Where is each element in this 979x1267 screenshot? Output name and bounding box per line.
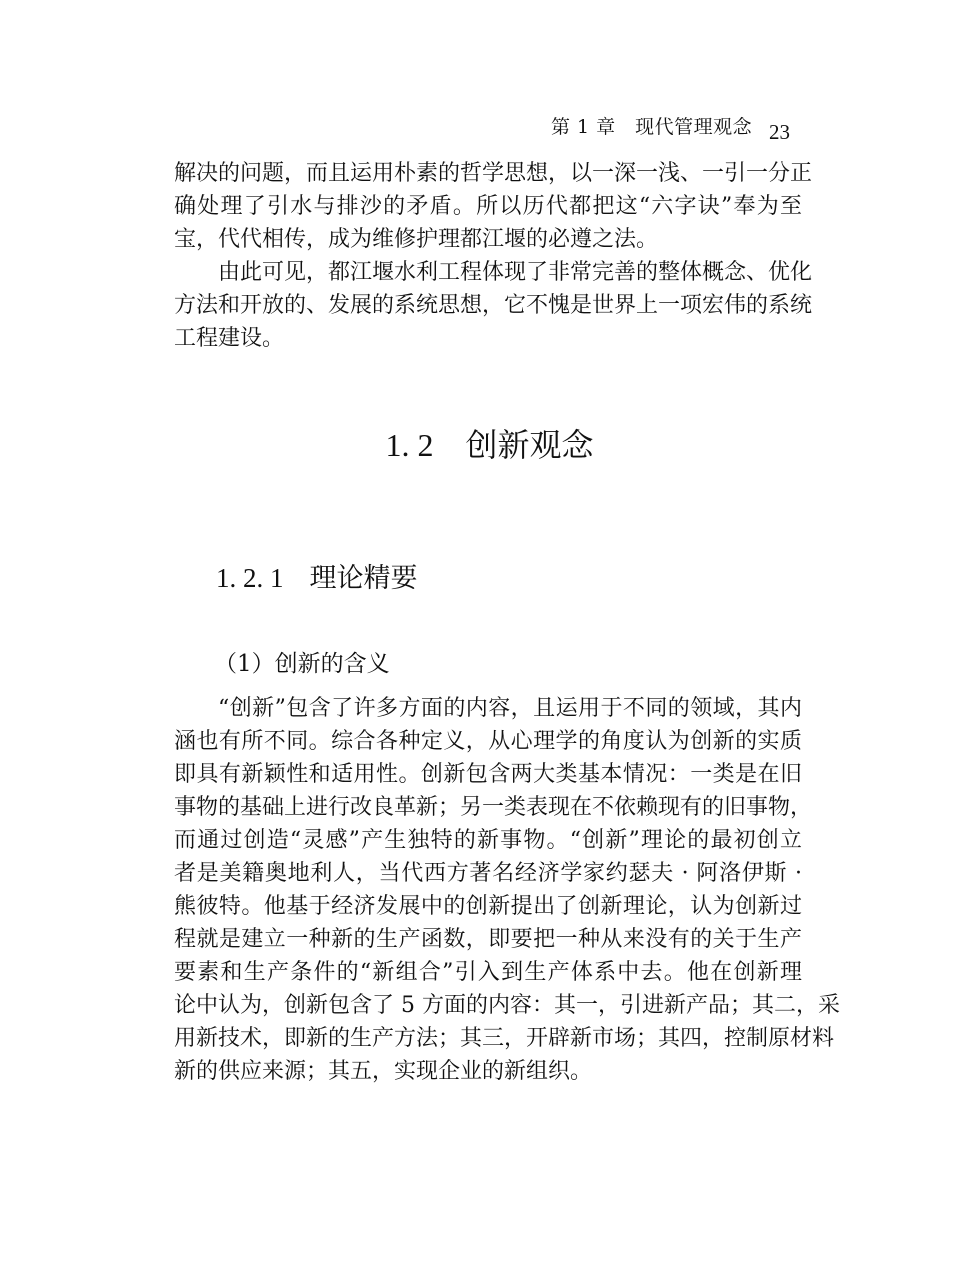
subsection-title-text: 理论精要 [309,563,418,594]
page-number: 23 [769,120,790,144]
section-number: 1. 2 [385,427,434,463]
text-line: 即具有新颖性和适用性。创新包含两大类基本情况：一类是在旧 [174,762,802,787]
text-line: 熊彼特。他基于经济发展中的创新提出了创新理论，认为创新过 [174,894,802,919]
text-line: 者是美籍奥地利人，当代西方著名经济学家约瑟夫 · 阿洛伊斯 · [174,861,802,886]
text-line: 方法和开放的、发展的系统思想，它不愧是世界上一项宏伟的系统 [174,293,813,318]
item-heading: （1）创新的含义 [214,651,390,677]
subsection-number: 1. 2. 1 [216,563,284,593]
text-line: 宝，代代相传，成为维修护理都江堰的必遵之法。 [174,227,659,252]
running-header: 第 1 章 现代管理观念 [551,116,753,138]
text-line: 事物的基础上进行改良革新；另一类表现在不依赖现有的旧事物， [174,795,813,820]
text-line: 程就是建立一种新的生产函数，即要把一种从来没有的关于生产 [174,927,802,952]
text-line: 确处理了引水与排沙的矛盾。所以历代都把这“六字诀”奉为至 [174,194,802,219]
subsection-title [216,556,418,595]
text-line: “创新”包含了许多方面的内容，且运用于不同的领域，其内 [218,696,802,721]
text-line: 由此可见，都江堰水利工程体现了非常完善的整体概念、优化 [218,260,813,285]
paragraph-block-main [174,692,840,1088]
text-line: 工程建设。 [174,326,285,351]
paragraph-block-top [174,157,813,355]
text-line: 要素和生产条件的“新组合”引入到生产体系中去。他在创新理 [174,960,802,985]
text-line: 涵也有所不同。综合各种定义，从心理学的角度认为创新的实质 [174,729,802,754]
text-line: 新的供应来源；其五，实现企业的新组织。 [174,1059,593,1084]
text-line: 而通过创造“灵感”产生独特的新事物。“创新”理论的最初创立 [174,828,802,853]
text-line: 用新技术，即新的生产方法；其三，开辟新市场；其四，控制原材料 [174,1026,835,1051]
section-title [0,420,979,466]
text-line: 解决的问题，而且运用朴素的哲学思想，以一深一浅、一引一分正 [174,161,813,186]
text-line: 论中认为，创新包含了 5 方面的内容：其一，引进新产品；其二，采 [174,993,840,1018]
section-title-text: 创新观念 [465,426,594,464]
